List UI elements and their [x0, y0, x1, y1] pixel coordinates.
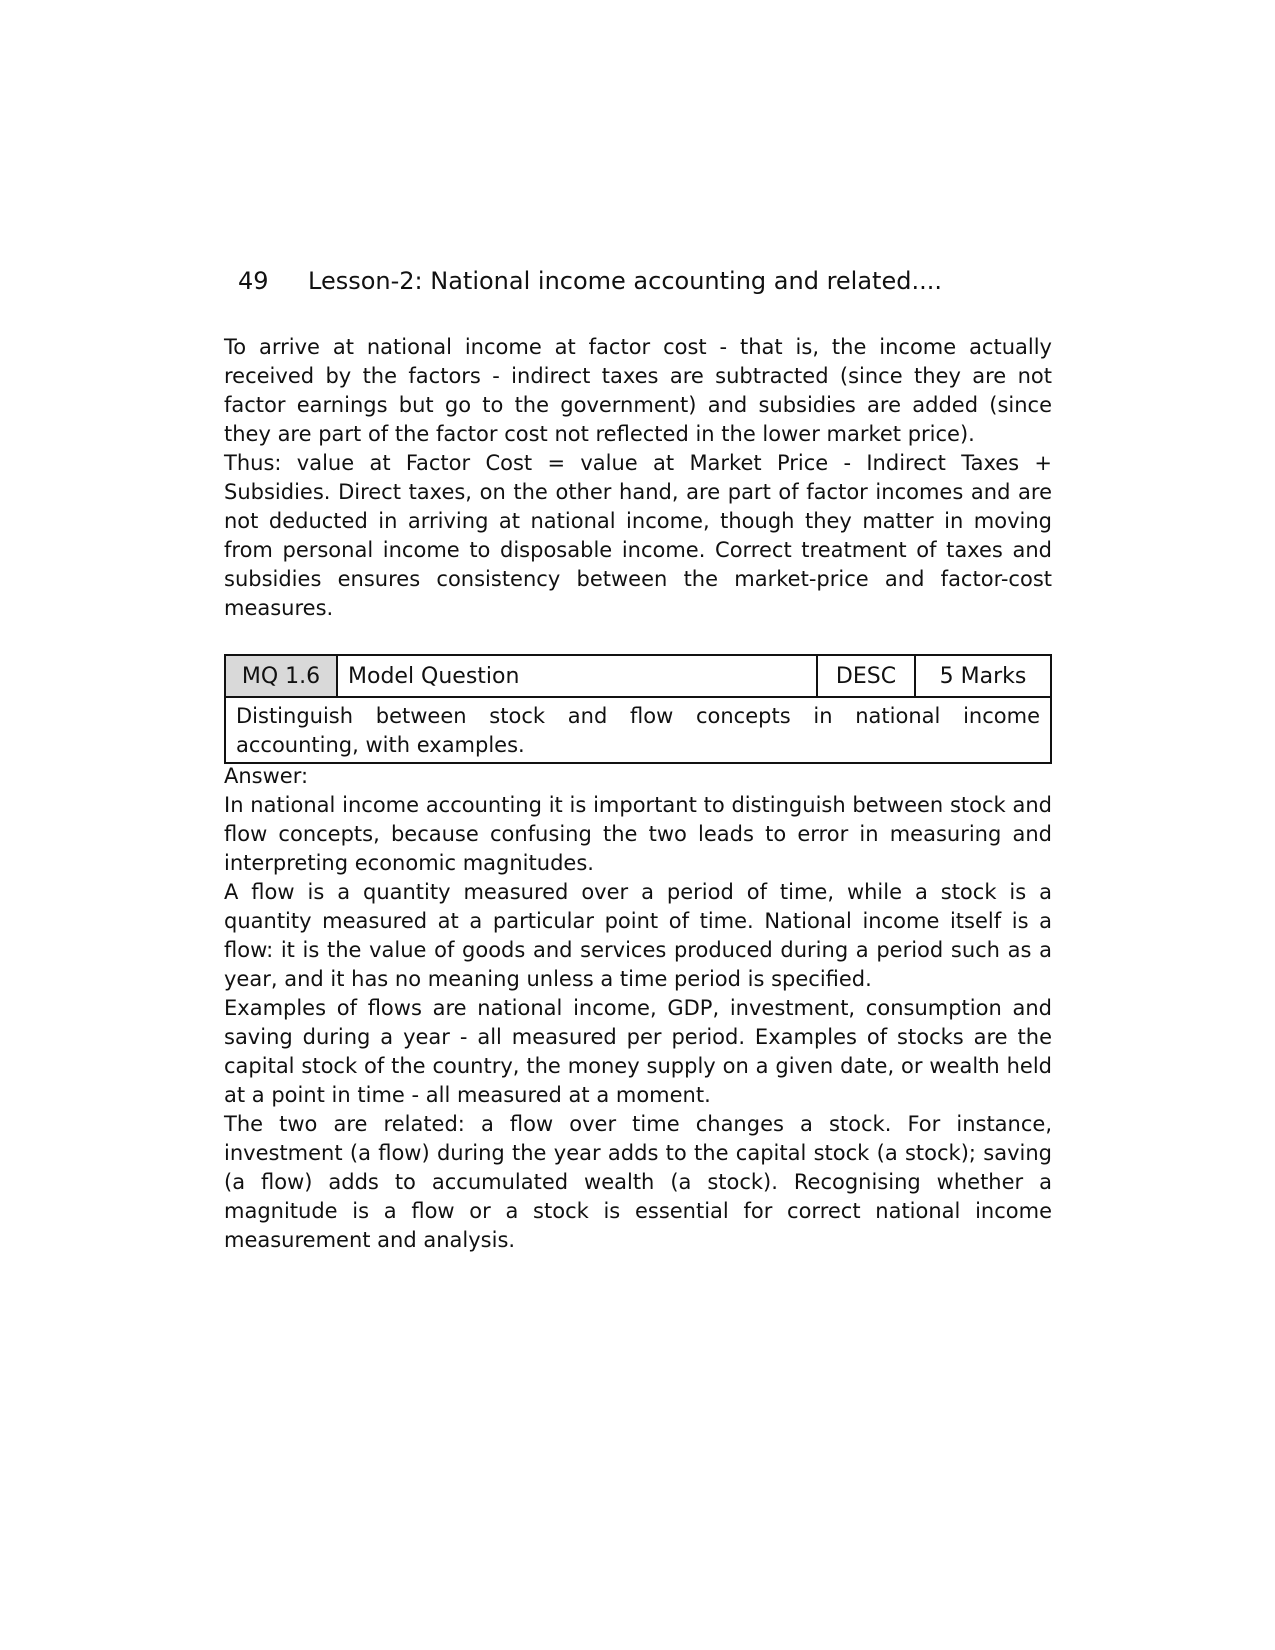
page-header: [238, 266, 942, 296]
question-body-row: [225, 697, 1051, 763]
question-label: Model Question: [337, 655, 817, 697]
paragraph: A flow is a quantity measured over a period of time, while a stock is a quantity measured at a particular point of time. National income itself is a flow: it is the value of goods and services produced during a period such as a year, and it has no meaning unless a time period is specified.: [224, 880, 1052, 991]
paragraph: The two are related: a flow over time changes a stock. For instance, investment (a flow) during the year adds to the capital stock (a stock); saving (a flow) adds to accumulated wealth (a stock). Recognising whether a magnitude is a flow or a stock is essential for correct national income measurement and analysis.: [224, 1112, 1052, 1252]
paragraph: In national income accounting it is important to distinguish between stock and flow concepts, because confusing the two leads to error in measuring and interpreting economic magnitudes.: [224, 793, 1052, 875]
model-question-table: [224, 654, 1052, 764]
question-code: MQ 1.6: [225, 655, 337, 697]
paragraph: Thus: value at Factor Cost = value at Market Price - Indirect Taxes + Subsidies. Direct taxes, on the other hand, are part of factor incomes and are not deducted in arriving at national income, though they matter in moving from personal income to disposable income. Correct treatment of taxes and subsidies ensures consistency between the market-price and factor-cost measures.: [224, 451, 1052, 620]
answer-text: [224, 791, 1052, 1255]
intro-text: [224, 333, 1052, 623]
chapter-title: Lesson-2: National income accounting and related....: [308, 267, 942, 295]
question-text: Distinguish between stock and flow concepts in national income accounting, with examples.: [225, 697, 1051, 763]
page-number: 49: [238, 267, 269, 295]
question-header-row: [225, 655, 1051, 697]
question-marks: 5 Marks: [915, 655, 1051, 697]
paragraph: To arrive at national income at factor cost - that is, the income actually received by the factors - indirect taxes are subtracted (since they are not factor earnings but go to the government) and subsidies are added (since they are part of the factor cost not reflected in the lower market price).: [224, 335, 1052, 446]
paragraph: Examples of flows are national income, GDP, investment, consumption and saving during a year - all measured per period. Examples of stocks are the capital stock of the country, the money supply on a given date, or wealth held at a point in time - all measured at a moment.: [224, 996, 1052, 1107]
question-type: DESC: [817, 655, 915, 697]
answer-label: Answer:: [224, 764, 309, 788]
